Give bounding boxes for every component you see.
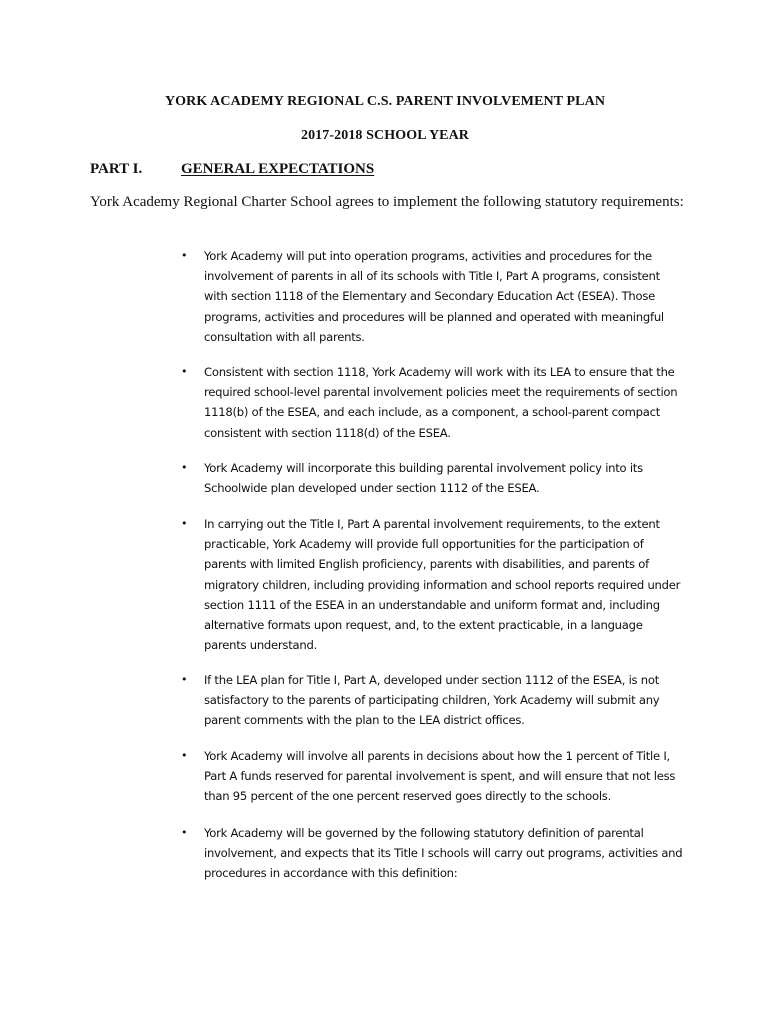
list-item-text: York Academy will be governed by the following statutory definition of parental involvement, and expects that its Title I schools will carry out programs, activities and procedures in accordance with this definition: [204, 826, 683, 881]
list-item-text: York Academy will involve all parents in decisions about how the 1 percent of Title I, Part A funds reserved for parental involvement is spent, and will ensure that not less than 95 percent of the one percent reserved goes directly to the schools. [204, 749, 676, 804]
bullet-icon: • [181, 749, 188, 762]
bullet-icon: • [181, 365, 188, 378]
bullet-icon: • [181, 826, 188, 839]
part-heading [90, 161, 374, 178]
bullet-icon: • [181, 517, 188, 530]
bullet-icon: • [181, 461, 188, 474]
document-title: YORK ACADEMY REGIONAL C.S. PARENT INVOLVEMENT PLAN [164, 94, 606, 109]
list-item-text: York Academy will put into operation programs, activities and procedures for the involvement of parents in all of its schools with Title I, Part A programs, consistent with section 1118 of the Elementary and Secondary Education Act (ESEA). Those programs, activities and procedures will be planned and operated with meaningful consultation with all parents. [204, 249, 664, 344]
bullet-icon: • [181, 673, 188, 686]
school-year-heading: 2017-2018 SCHOOL YEAR [300, 128, 470, 143]
part-number: PART I. [90, 161, 143, 177]
list-item-text: In carrying out the Title I, Part A parental involvement requirements, to the extent practicable, York Academy will provide full opportunities for the participation of parents with limited English proficiency, parents with disabilities, and parents of migratory children, including providing information and school reports required under section 1111 of the ESEA in an understandable and uniform format and, including alternative formats upon request, and, to the extent practicable, in a language parents understand. [204, 517, 681, 653]
bullet-icon: • [181, 249, 188, 262]
part-title: GENERAL EXPECTATIONS [181, 161, 375, 177]
intro-paragraph: York Academy Regional Charter School agrees to implement the following statutory requirements: [90, 194, 684, 210]
list-item-text: York Academy will incorporate this building parental involvement policy into its Schoolwide plan developed under section 1112 of the ESEA. [204, 461, 643, 496]
list-item-text: If the LEA plan for Title I, Part A, developed under section 1112 of the ESEA, is not satisfactory to the parents of participating children, York Academy will submit any parent comments with the plan to the LEA district offices. [204, 673, 660, 728]
list-item-text: Consistent with section 1118, York Academy will work with its LEA to ensure that the required school-level parental involvement policies meet the requirements of section 1118(b) of the ESEA, and each include, as a component, a school-parent compact consistent with section 1118(d) of the ESEA. [204, 365, 678, 440]
